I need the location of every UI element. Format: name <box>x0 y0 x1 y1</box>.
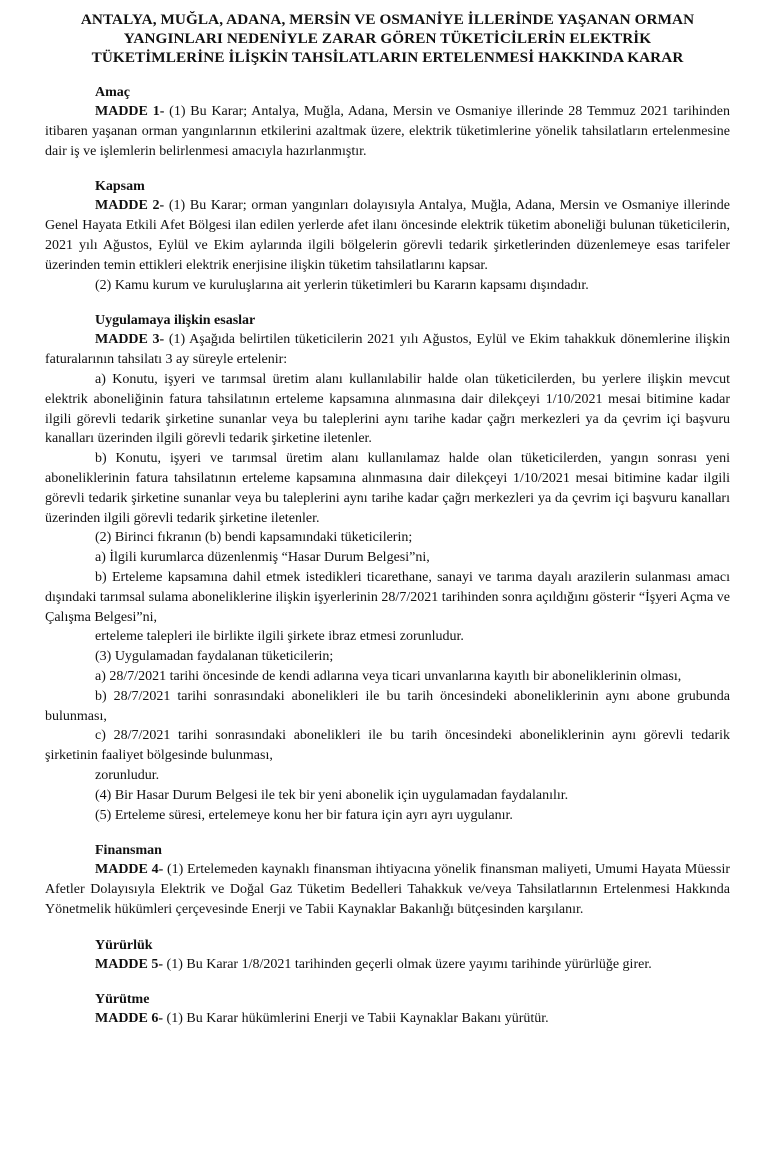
sub-clause: a) 28/7/2021 tarihi öncesinde de kendi adlarına veya ticari unvanlarına kayıtlı bir aboneliklerinin olması, <box>95 668 682 684</box>
article-number: MADDE 4- <box>95 862 164 878</box>
document-title <box>45 10 730 67</box>
article-paragraph <box>45 955 730 975</box>
article-text: (1) Bu Karar hükümlerini Enerji ve Tabii Kaynaklar Bakanı yürütür. <box>163 1011 549 1027</box>
section-heading: Yürürlük <box>95 937 153 953</box>
paragraph: (5) Erteleme süresi, ertelemeye konu her bir fatura için ayrı ayrı uygulanır. <box>95 807 513 823</box>
clause-a: a) Konutu, işyeri ve tarımsal üretim alanı kullanılabilir halde olan tüketicilerden, bu yerlere ilişkin mevcut elektrik aboneliğinin fatura tahsilatının erteleme kapsamına alınmasına dair dilekçeyi 1/10/2021 mesai bitimine kadar ilgili görevli tedarik şirketine sunanlar veya bu taleplerini aynı tarihe kadar çağrı merkezleri ya da çevrim içi başvuru kanalları üzerinden ilgili görevli tedarik şirketine iletenler. <box>45 371 730 447</box>
section-amac <box>45 84 730 161</box>
section-heading: Amaç <box>95 85 130 100</box>
article-number: MADDE 3- <box>95 332 165 348</box>
section-yurutme <box>45 991 730 1029</box>
section-finansman <box>45 842 730 919</box>
paragraph: (2) Birinci fıkranın (b) bendi kapsamındaki tüketicilerin; <box>95 530 413 546</box>
section-heading: Uygulamaya ilişkin esaslar <box>95 313 256 329</box>
article-text: (1) Bu Karar; Antalya, Muğla, Adana, Mersin ve Osmaniye illerinde 28 Temmuz 2021 tarihinden itibaren yaşanan orman yangınlarının etkilerini azaltmak üzere, elektrik tüketimlerine yönelik tahsilatların ertelenmesine dair iş ve işlemlerin belirlenmesi amacıyla hazırlanmıştır. <box>45 104 731 159</box>
section-heading: Kapsam <box>95 179 145 195</box>
paragraph: zorunludur. <box>95 767 160 783</box>
article-text: (1) Aşağıda belirtilen tüketicilerin 2021 yılı Ağustos, Eylül ve Ekim tahakkuk dönemlerine ilişkin faturalarının tahsilatı 3 ay süreyle ertelenir: <box>45 332 730 368</box>
section-heading: Finansman <box>95 843 162 859</box>
article-text: (1) Bu Karar 1/8/2021 tarihinden geçerli olmak üzere yayımı tarihinde yürürlüğe girer. <box>163 956 652 972</box>
article-number: MADDE 5- <box>95 956 164 972</box>
article-paragraph <box>45 1009 730 1029</box>
article-paragraph <box>45 196 730 275</box>
article-text: (1) Bu Karar; orman yangınları dolayısıyla Antalya, Muğla, Adana, Mersin ve Osmaniye illerinde Genel Hayata Etkili Afet Bölgesi ilan edilen yerlerde afet ilanı öncesinde elektrik tüketim aboneliği bulunan tüketicilerin, 2021 yılı Ağustos, Eylül ve Ekim aylarında ilgili bölgelerin görevli tedarik şirketlerinden düzenlemeye esas tarifeler üzerinden temin ettikleri elektrik enerjisine ilişkin tüketim tahsilatlarını kapsar. <box>45 198 730 273</box>
section-yururluk <box>45 937 730 975</box>
sub-clause: c) 28/7/2021 tarihi sonrasındaki abonelikleri ile bu tarih öncesindeki aboneliklerinin aynı görevli tedarik şirketinin faaliyet bölgesinde bulunması, <box>45 728 730 764</box>
clause-b: b) Konutu, işyeri ve tarımsal üretim alanı kullanılamaz halde olan tüketicilerden, yangın sonrası yeni aboneliklerinin fatura tahsilatının erteleme kapsamına alınmasına dair dilekçeyi 1/10/2021 mesai bitimine kadar ilgili görevli tedarik şirketine sunanlar veya bu taleplerini aynı tarihe kadar çağrı merkezleri ya da çevrim içi başvuru kanalları üzerinden ilgili görevli tedarik şirketine iletenler. <box>45 451 730 526</box>
section-uygulama <box>45 312 730 825</box>
sub-clause: a) İlgili kurumlarca düzenlenmiş “Hasar Durum Belgesi”ni, <box>95 550 430 566</box>
article-paragraph <box>45 102 730 161</box>
article-number: MADDE 1- <box>95 104 165 119</box>
section-heading: Yürütme <box>95 992 150 1008</box>
section-kapsam <box>45 178 730 295</box>
article-number: MADDE 2- <box>95 198 165 214</box>
paragraph: erteleme talepleri ile birlikte ilgili şirkete ibraz etmesi zorunludur. <box>95 629 464 645</box>
article-paragraph <box>45 330 730 370</box>
paragraph: (4) Bir Hasar Durum Belgesi ile tek bir yeni abonelik için uygulamadan faydalanılır. <box>95 787 569 803</box>
paragraph: (2) Kamu kurum ve kuruluşlarına ait yerlerin tüketimleri bu Kararın kapsamı dışındadır. <box>95 277 589 293</box>
title-line-1: ANTALYA, MUĞLA, ADANA, MERSİN VE OSMANİYE İLLERİNDE YAŞANAN ORMAN <box>80 11 695 28</box>
sub-clause: b) Erteleme kapsamına dahil etmek istedikleri ticarethane, sanayi ve tarıma dayalı arazilerin sulanması amacı dışındaki tarımsal sulama aboneliklerine ilişkin işyerlerinin 28/7/2021 tarihinden sonra açıldığını gösterir “İşyeri Açma ve Çalışma Belgesi”ni, <box>45 569 730 625</box>
paragraph: (3) Uygulamadan faydalanan tüketicilerin; <box>95 649 334 665</box>
article-text: (1) Ertelemeden kaynaklı finansman ihtiyacına yönelik finansman maliyeti, Umumi Hayata Müessir Afetler Dolayısıyla Elektrik ve Doğal Gaz Tüketim Bedelleri Tahakkuk ve/veya Tahsilatlarının Ertelenmesi Hakkında Yönetmelik hükümleri çerçevesinde Enerji ve Tabii Kaynaklar Bakanlığı bütçesinden karşılanır. <box>45 862 730 917</box>
article-number: MADDE 6- <box>95 1011 164 1027</box>
title-line-3: TÜKETİMLERİNE İLİŞKİN TAHSİLATLARIN ERTELENMESİ HAKKINDA KARAR <box>91 49 684 66</box>
article-paragraph <box>45 860 730 919</box>
sub-clause: b) 28/7/2021 tarihi sonrasındaki abonelikleri ile bu tarih öncesindeki aboneliklerinin aynı abone grubunda bulunması, <box>45 688 730 724</box>
title-line-2: YANGINLARI NEDENİYLE ZARAR GÖREN TÜKETİCİLERİN ELEKTRİK <box>123 30 652 47</box>
